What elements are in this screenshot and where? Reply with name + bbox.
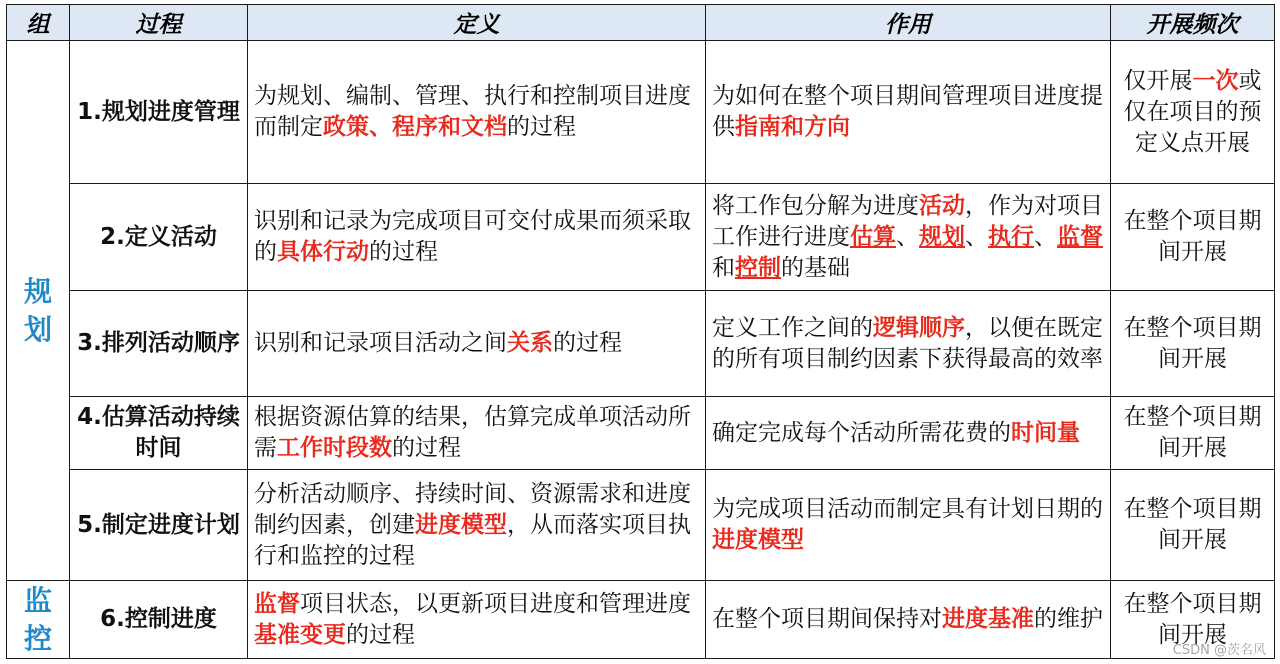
- highlight-text: 逻辑顺序: [873, 314, 965, 341]
- text-segment: 将工作包分解为进度: [712, 192, 919, 219]
- role-cell: [706, 41, 1111, 184]
- table-row: [7, 41, 1275, 184]
- text-segment: ，以便在既定的所有项目制约因素下获得最高的效率: [712, 314, 1103, 372]
- table-row: [7, 470, 1275, 581]
- text-segment: 为完成项目活动而制定具有计划日期的: [712, 496, 1103, 522]
- text-segment: 分析活动顺序、持续时间、资源需求和进度制约因素，创建: [254, 480, 691, 538]
- text-segment: 在整个项目期间开展: [1123, 404, 1262, 461]
- text-segment: 为如何在整个项目期间管理项目进度提供: [712, 83, 1103, 140]
- highlight-text: 关系: [507, 330, 553, 356]
- role-cell: [706, 184, 1111, 291]
- header-role: 作用: [706, 5, 1111, 41]
- definition-cell: [248, 397, 706, 470]
- text-segment: 的过程: [346, 621, 415, 648]
- highlight-text: 规划: [919, 223, 965, 250]
- process-name: 1.规划进度管理: [70, 41, 248, 184]
- highlight-text: 进度模型: [415, 511, 507, 538]
- text-segment: 在整个项目期间开展: [1123, 496, 1262, 553]
- role-cell: [706, 397, 1111, 470]
- text-segment: 和: [712, 254, 735, 281]
- highlight-text: 基准变更: [254, 621, 346, 648]
- text-segment: 项目状态，以更新项目进度和管理进度: [300, 590, 691, 617]
- role-cell: [706, 581, 1111, 659]
- highlight-text: 估算: [850, 223, 896, 250]
- group-planning: 规划: [7, 41, 70, 581]
- highlight-text: 时间量: [1011, 419, 1080, 446]
- text-segment: 识别和记录为完成项目可交付成果而须采取的: [254, 208, 691, 265]
- text-segment: 的过程: [553, 330, 622, 356]
- highlight-text: 政策、程序和文档: [323, 114, 507, 140]
- definition-cell: [248, 184, 706, 291]
- definition-cell: [248, 41, 706, 184]
- header-row: [7, 5, 1275, 41]
- highlight-text: 工作时段数: [277, 435, 392, 461]
- text-segment: 仅开展: [1123, 67, 1193, 94]
- text-segment: 的过程: [369, 239, 438, 265]
- header-definition: 定义: [248, 5, 706, 41]
- role-cell: [706, 470, 1111, 581]
- text-segment: 在整个项目期间开展: [1123, 314, 1262, 372]
- text-segment: 根据资源估算的结果，估算完成单项活动所需: [254, 404, 691, 461]
- table-row: [7, 581, 1275, 659]
- highlight-text: 进度基准: [942, 606, 1034, 632]
- highlight-text: 控制: [735, 254, 781, 281]
- text-segment: ，从而落实项目执行和监控的过程: [254, 511, 691, 569]
- text-segment: 、: [896, 223, 919, 250]
- header-group: 组: [7, 5, 70, 41]
- definition-cell: [248, 470, 706, 581]
- highlight-text: 具体行动: [277, 239, 369, 265]
- process-table: [6, 4, 1275, 659]
- text-segment: 或仅在项目的预定义点开展: [1123, 67, 1262, 156]
- highlight-text: 一次: [1192, 67, 1239, 94]
- frequency-cell: [1111, 291, 1275, 397]
- frequency-cell: [1111, 470, 1275, 581]
- text-segment: 定义工作之间的: [712, 314, 873, 341]
- text-segment: 的维护: [1034, 606, 1103, 632]
- text-segment: 的过程: [507, 114, 576, 140]
- text-segment: 、: [965, 223, 988, 250]
- table-row: [7, 291, 1275, 397]
- text-segment: ，作为对项目工作进行进度: [712, 192, 1103, 250]
- text-segment: 确定完成每个活动所需花费的: [712, 419, 1011, 446]
- highlight-text: 监督: [254, 590, 300, 617]
- group-monitoring: 监控: [7, 581, 70, 659]
- text-segment: 在整个项目期间开展: [1123, 208, 1262, 265]
- process-name: 6.控制进度: [70, 581, 248, 659]
- text-segment: 在整个项目期间保持对: [712, 606, 942, 632]
- table-row: [7, 397, 1275, 470]
- highlight-text: 进度模型: [712, 527, 804, 553]
- definition-cell: [248, 291, 706, 397]
- frequency-cell: [1111, 397, 1275, 470]
- text-segment: 为规划、编制、管理、执行和控制项目进度而制定: [254, 83, 691, 140]
- watermark: CSDN @茨名风: [1172, 643, 1266, 658]
- highlight-text: 指南和方向: [735, 114, 850, 140]
- header-frequency: 开展频次: [1111, 5, 1275, 41]
- table-row: [7, 184, 1275, 291]
- frequency-cell: [1111, 41, 1275, 184]
- highlight-text: 活动: [919, 192, 965, 219]
- text-segment: 、: [1034, 223, 1057, 250]
- definition-cell: [248, 581, 706, 659]
- process-name: 3.排列活动顺序: [70, 291, 248, 397]
- role-cell: [706, 291, 1111, 397]
- highlight-text: 执行: [988, 223, 1034, 250]
- frequency-cell: [1111, 184, 1275, 291]
- process-name: 2.定义活动: [70, 184, 248, 291]
- text-segment: 的基础: [781, 254, 850, 281]
- header-process: 过程: [70, 5, 248, 41]
- process-name: 4.估算活动持续时间: [70, 397, 248, 470]
- highlight-text: 监督: [1057, 223, 1103, 250]
- text-segment: 在整个项目期间开展: [1123, 590, 1262, 648]
- text-segment: 的过程: [392, 435, 461, 461]
- text-segment: 识别和记录项目活动之间: [254, 330, 507, 356]
- process-name: 5.制定进度计划: [70, 470, 248, 581]
